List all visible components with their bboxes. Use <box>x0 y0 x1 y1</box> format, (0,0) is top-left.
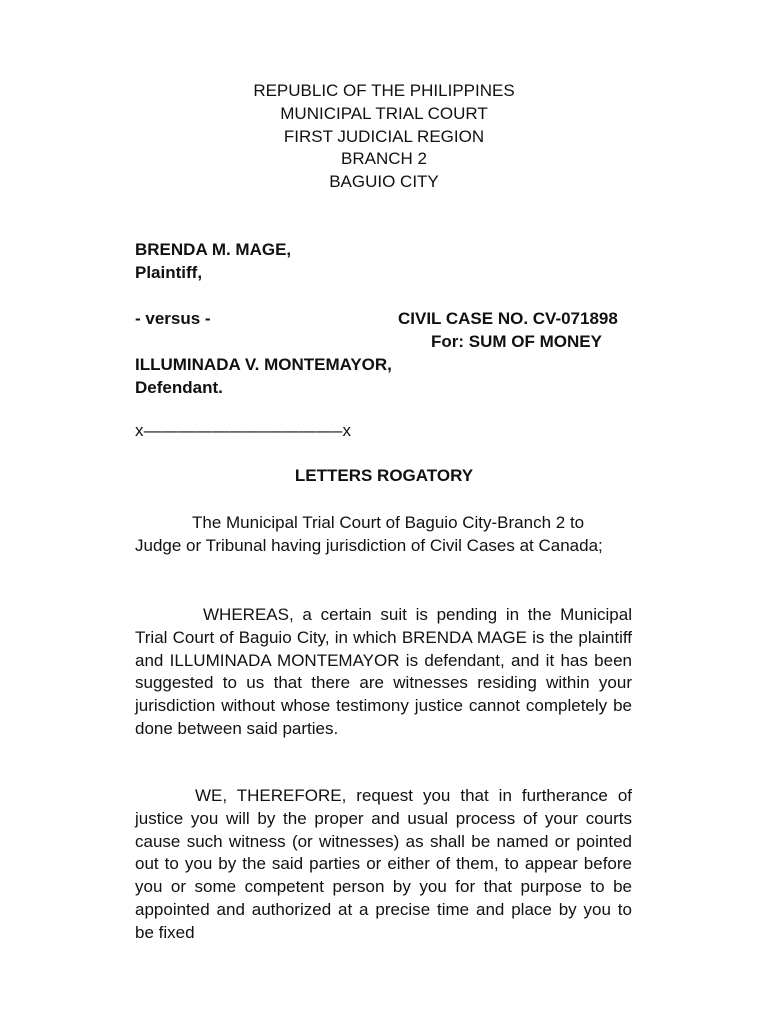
case-subject: For: SUM OF MONEY <box>431 332 602 351</box>
document-title: LETTERS ROGATORY <box>294 466 474 485</box>
header-line-court: MUNICIPAL TRIAL COURT <box>280 103 488 123</box>
paragraph-address <box>135 512 632 558</box>
paragraph-whereas-text: WHEREAS, a certain suit is pending in the Municipal Trial Court of Baguio City, in which BRENDA MAGE is the plaintiff and ILLUMINADA MONTEMAYOR is defendant, and it has been suggested to us that there are witnesses residing within your jurisdiction without whose testimony justice cannot completely be done between said parties. <box>135 605 632 738</box>
caption-separator: x———————————–x <box>135 421 352 440</box>
paragraph-address-text: The Municipal Trial Court of Baguio City-Branch 2 to Judge or Tribunal having jurisdiction of Civil Cases at Canada; <box>135 513 603 555</box>
paragraph-whereas <box>135 604 632 741</box>
header-line-region: FIRST JUDICIAL REGION <box>283 126 485 146</box>
plaintiff-name: BRENDA M. MAGE, <box>135 240 292 259</box>
paragraph-therefore-text: WE, THEREFORE, request you that in furtherance of justice you will by the proper and usual process of your courts cause such witness (or witnesses) as shall be named or pointed out to you by the said parties or either of them, to appear before you or some competent person by you for that purpose to be appointed and authorized at a precise time and place by you to be fixed <box>135 786 632 942</box>
paragraph-therefore <box>135 785 632 945</box>
versus-label: - versus - <box>135 309 211 328</box>
header-line-republic: REPUBLIC OF THE PHILIPPINES <box>253 81 515 100</box>
header-line-city: BAGUIO CITY <box>329 172 439 192</box>
defendant-name: ILLUMINADA V. MONTEMAYOR, <box>135 355 392 374</box>
plaintiff-role: Plaintiff, <box>135 263 203 282</box>
case-number: CIVIL CASE NO. CV-071898 <box>398 309 618 328</box>
header-line-branch: BRANCH 2 <box>341 149 427 169</box>
defendant-role: Defendant. <box>135 378 223 397</box>
court-header <box>0 80 768 194</box>
